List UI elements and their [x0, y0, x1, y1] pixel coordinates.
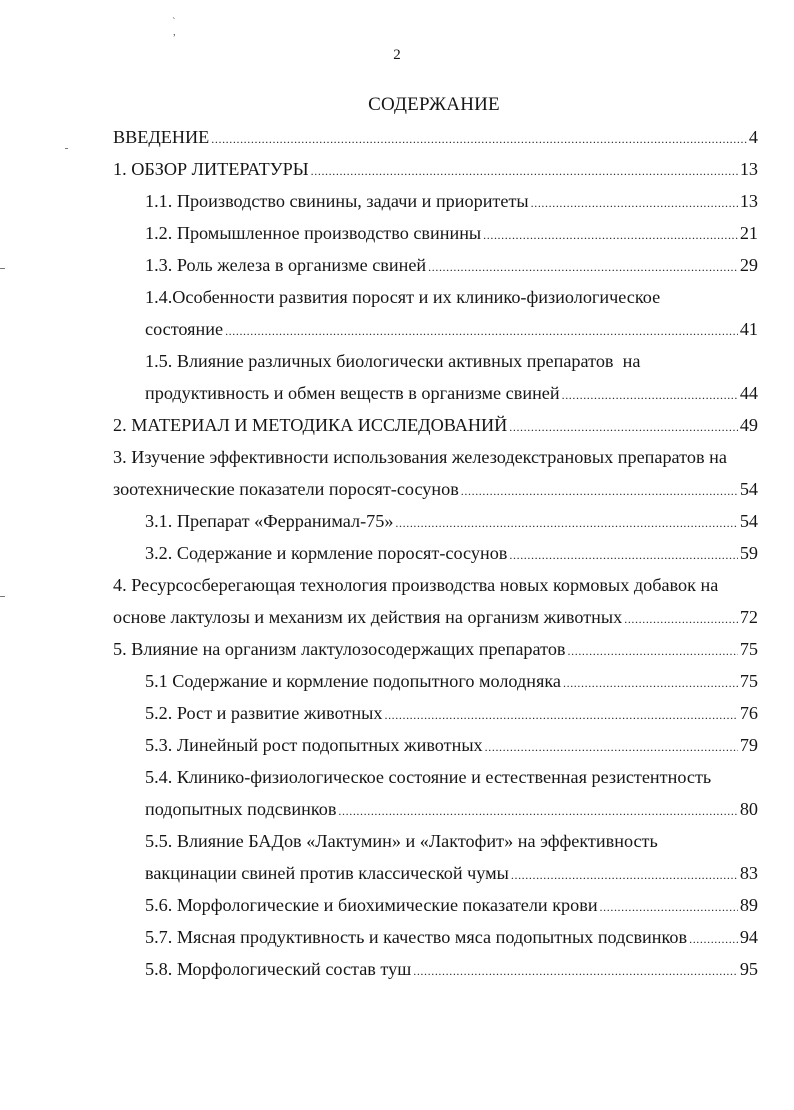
toc-entry-title-cont: основе лактулозы и механизм их действия на организм животных	[113, 607, 623, 627]
dot-leader	[563, 668, 738, 698]
toc-entry-title: 4. Ресурсосберегающая технология производства новых кормовых добавок на	[113, 575, 719, 595]
toc-entry[interactable]	[113, 442, 758, 472]
toc-entry-page: 94	[739, 927, 758, 947]
toc-entry-continuation[interactable]	[113, 474, 758, 504]
toc-entry-page: 21	[739, 223, 758, 243]
toc-entry-page: 29	[739, 255, 758, 275]
toc-entry[interactable]	[145, 666, 758, 696]
toc-entry-page: 41	[739, 319, 758, 339]
toc-entry-title-cont: зоотехнические показатели поросят-сосунов	[113, 479, 459, 499]
toc-entry-page: 59	[739, 543, 758, 563]
dot-leader	[485, 732, 738, 762]
page-number: 2	[393, 47, 401, 63]
toc-entry[interactable]	[113, 634, 758, 664]
toc-entry-page: 54	[739, 479, 758, 499]
toc-entry-title: 5.6. Морфологические и биохимические показатели крови	[145, 895, 598, 915]
dot-leader	[562, 380, 738, 410]
toc-entry-title: 5.3. Линейный рост подопытных животных	[145, 735, 483, 755]
toc-entry-title: 5.1 Содержание и кормление подопытного молодняка	[145, 671, 561, 691]
toc-entry-page: 54	[739, 511, 758, 531]
toc-entry-page: 49	[739, 415, 758, 435]
toc-entry-page: 95	[739, 959, 758, 979]
toc-entry[interactable]	[145, 346, 758, 376]
dot-leader	[568, 636, 738, 666]
scan-mark: ,	[173, 26, 176, 38]
dot-leader	[511, 860, 738, 890]
dot-leader	[311, 156, 738, 186]
toc-entry[interactable]	[145, 186, 758, 216]
toc-entry-title: 1.1. Производство свинины, задачи и приоритеты	[145, 191, 529, 211]
dot-leader	[395, 508, 737, 538]
toc-entry-title: 3.1. Препарат «Ферранимал-75»	[145, 511, 394, 531]
toc-entry-title: 1.2. Промышленное производство свинины	[145, 223, 482, 243]
toc-entry[interactable]	[145, 922, 758, 952]
toc-entry[interactable]	[145, 762, 758, 792]
toc-entry[interactable]	[145, 538, 758, 568]
dot-leader	[338, 796, 737, 826]
toc-entry[interactable]	[145, 282, 758, 312]
toc-entry-page: 13	[739, 191, 758, 211]
toc-entry-page: 89	[739, 895, 758, 915]
toc-entry-title: 3.2. Содержание и кормление поросят-сосунов	[145, 543, 508, 563]
dot-leader	[384, 700, 737, 730]
dot-leader	[461, 476, 738, 506]
toc-entry-page: 75	[739, 639, 758, 659]
toc-entry-page: 44	[739, 383, 758, 403]
page-title: СОДЕРЖАНИЕ	[368, 94, 500, 115]
toc-entry-page: 72	[739, 607, 758, 627]
toc-entry-title: 3. Изучение эффективности использования железодекстрановых препаратов на	[113, 447, 727, 467]
toc-entry[interactable]	[145, 890, 758, 920]
dot-leader	[225, 316, 738, 346]
toc-entry-title-cont: продуктивность и обмен веществ в организме свиней	[145, 383, 560, 403]
dot-leader	[531, 188, 738, 218]
toc-entry-title: 2. МАТЕРИАЛ И МЕТОДИКА ИССЛЕДОВАНИЙ	[113, 415, 508, 435]
toc-entry-page: 75	[739, 671, 758, 691]
toc-entry[interactable]	[113, 122, 758, 152]
toc-entry-page: 79	[739, 735, 758, 755]
dot-leader	[509, 540, 737, 570]
dot-leader	[413, 956, 738, 986]
toc-entry-page: 83	[739, 863, 758, 883]
toc-entry-title-cont: состояние	[145, 319, 224, 339]
toc-entry-title: ВВЕДЕНИЕ	[113, 127, 210, 147]
toc-entry[interactable]	[145, 250, 758, 280]
toc-entry-continuation[interactable]	[145, 794, 758, 824]
toc-entry-title: 1.5. Влияние различных биологически активных препаратов на	[145, 351, 641, 371]
toc-entry[interactable]	[145, 506, 758, 536]
toc-entry[interactable]	[145, 954, 758, 984]
dot-leader	[483, 220, 738, 250]
toc-entry-page: 80	[739, 799, 758, 819]
toc-entry-page: 13	[739, 159, 758, 179]
dot-leader	[211, 124, 747, 154]
toc-entry-title: 5. Влияние на организм лактулозосодержащих препаратов	[113, 639, 566, 659]
toc-entry-continuation[interactable]	[145, 858, 758, 888]
toc-entry[interactable]	[145, 218, 758, 248]
toc-entry-title: 5.4. Клинико-физиологическое состояние и естественная резистентность	[145, 767, 712, 787]
toc-entry-continuation[interactable]	[113, 602, 758, 632]
margin-tick	[65, 148, 68, 149]
toc-entry-title: 1.3. Роль железа в организме свиней	[145, 255, 427, 275]
dot-leader	[509, 412, 738, 442]
dot-leader	[689, 924, 738, 954]
dot-leader	[600, 892, 738, 922]
toc-entry[interactable]	[113, 570, 758, 600]
toc-entry-title: 5.7. Мясная продуктивность и качество мяса подопытных подсвинков	[145, 927, 688, 947]
toc-entry-title: 1.4.Особенности развития поросят и их клинико-физиологическое	[145, 287, 661, 307]
toc-entry[interactable]	[113, 410, 758, 440]
toc-entry-title: 5.2. Рост и развитие животных	[145, 703, 383, 723]
toc-entry-continuation[interactable]	[145, 314, 758, 344]
toc-entry[interactable]	[113, 154, 758, 184]
toc-entry-title-cont: вакцинации свиней против классической чумы	[145, 863, 509, 883]
toc-entry[interactable]	[145, 698, 758, 728]
toc-entry-page: 4	[748, 127, 758, 147]
toc-entry[interactable]	[145, 826, 758, 856]
dot-leader	[428, 252, 738, 282]
toc-entry-title: 5.8. Морфологический состав туш	[145, 959, 412, 979]
margin-tick	[0, 596, 5, 597]
scan-mark: ˋ	[172, 16, 176, 28]
toc-entry-title-cont: подопытных подсвинков	[145, 799, 337, 819]
toc-entry-title: 1. ОБЗОР ЛИТЕРАТУРЫ	[113, 159, 309, 179]
toc-entry-continuation[interactable]	[145, 378, 758, 408]
toc-entry[interactable]	[145, 730, 758, 760]
toc-entry-title: 5.5. Влияние БАДов «Лактумин» и «Лактофит» на эффективность	[145, 831, 658, 851]
dot-leader	[624, 604, 738, 634]
margin-tick	[0, 268, 5, 269]
toc-entry-page: 76	[739, 703, 758, 723]
